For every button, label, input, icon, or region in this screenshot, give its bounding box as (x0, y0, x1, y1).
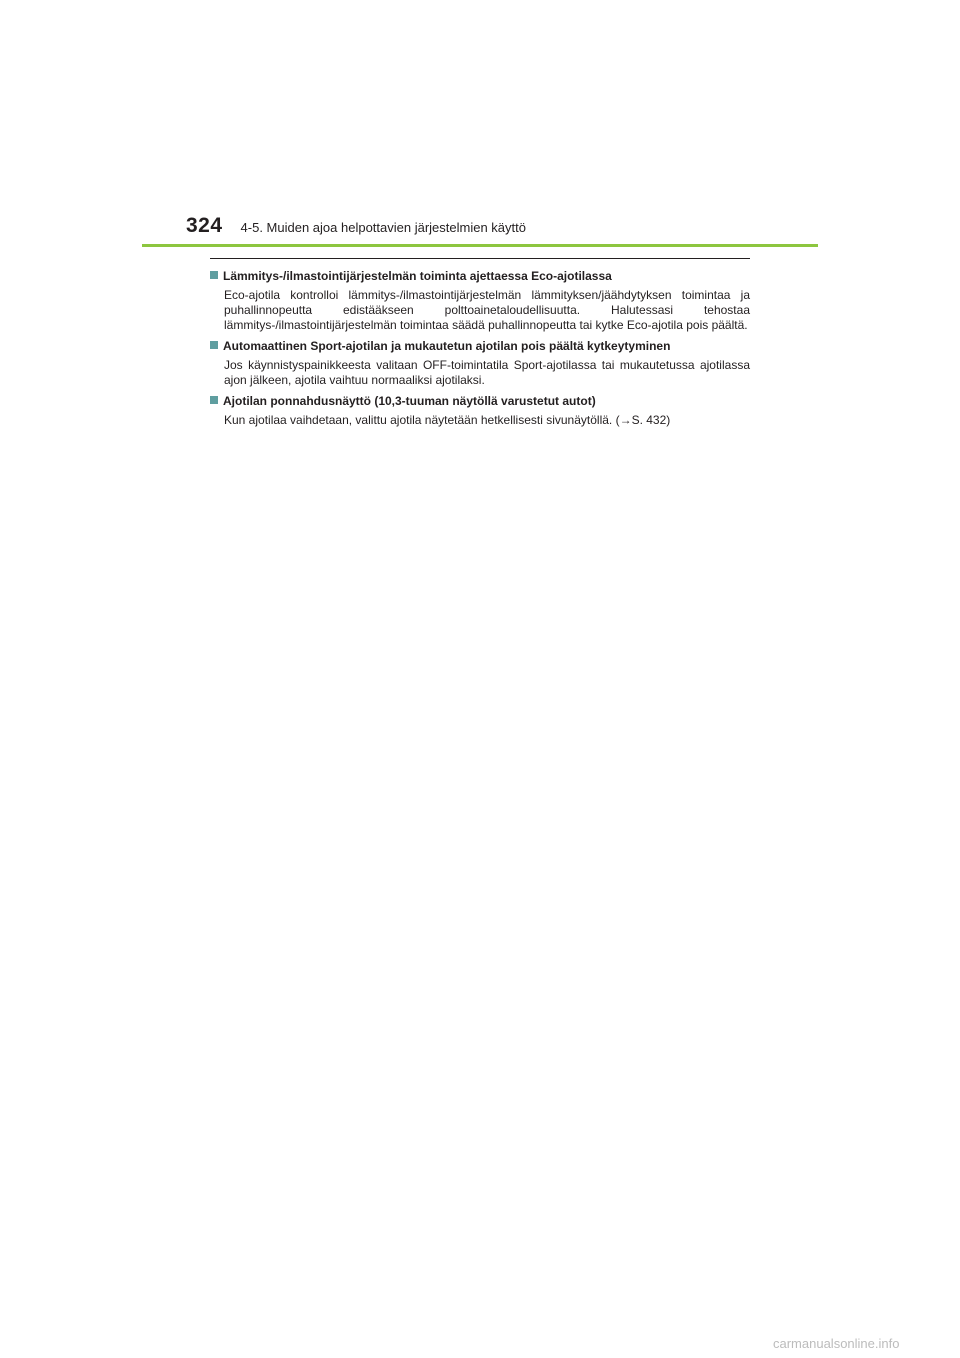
section-eco-climate (210, 268, 750, 333)
section-text: Kun ajotilaa vaihdetaan, valittu ajotila näytetään hetkellisesti sivunäytöllä. (→S. 432) (224, 413, 671, 427)
square-bullet-icon (210, 396, 218, 404)
page-header (186, 214, 526, 244)
section-text: Eco-ajotila kontrolloi lämmitys-/ilmastointijärjestelmän lämmityksen/jäähdytyksen toimintaa ja puhallinnopeutta edistääkseen polttoainetaloudellisuutta. Halutessasi tehostaa lämmitys-/ilmastointijärjestelmän toimintaa säädä puhallinnopeutta tai kytke Eco-ajotila pois päältä. (224, 288, 750, 332)
section-heading (210, 393, 750, 409)
square-bullet-icon (210, 271, 218, 279)
section-popup-display (210, 393, 750, 428)
section-heading (210, 268, 750, 284)
chapter-title: 4-5. Muiden ajoa helpottavien järjestelmien käyttö (240, 220, 526, 235)
section-heading (210, 338, 750, 354)
content-area (210, 258, 750, 433)
square-bullet-icon (210, 341, 218, 349)
header-divider (142, 244, 818, 247)
watermark: carmanualsonline.info (773, 1336, 900, 1351)
section-text: Jos käynnistyspainikkeesta valitaan OFF-toimintatila Sport-ajotilassa tai mukautetussa ajotilassa ajon jälkeen, ajotila vaihtuu normaaliksi ajotilaksi. (224, 358, 750, 387)
section-title: Automaattinen Sport-ajotilan ja mukautetun ajotilan pois päältä kytkeytyminen (223, 339, 671, 353)
page-number: 324 (186, 214, 223, 237)
section-sport-mode-off (210, 338, 750, 388)
section-title: Ajotilan ponnahdusnäyttö (10,3-tuuman näytöllä varustetut autot) (223, 394, 596, 408)
section-title: Lämmitys-/ilmastointijärjestelmän toiminta ajettaessa Eco-ajotilassa (223, 269, 612, 283)
